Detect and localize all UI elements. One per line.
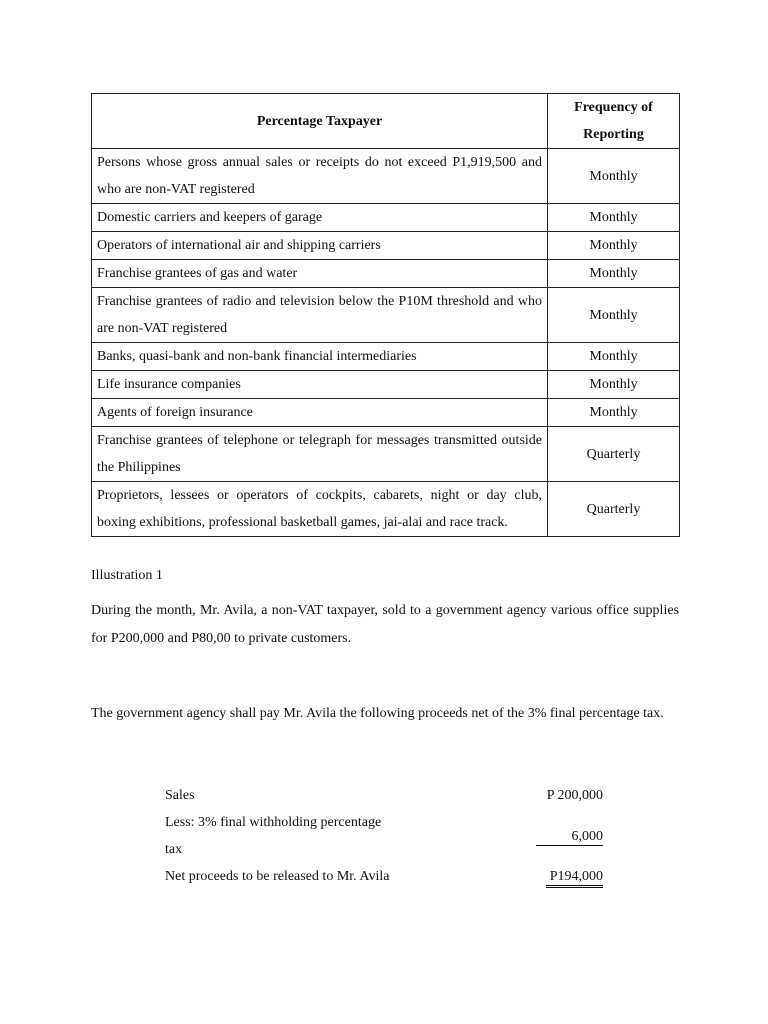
frequency-cell: Monthly — [548, 343, 680, 371]
net-row — [165, 869, 605, 891]
taxpayer-cell: Domestic carriers and keepers of garage — [92, 204, 548, 232]
table-row — [92, 204, 680, 232]
frequency-cell: Quarterly — [548, 427, 680, 482]
taxpayer-cell: Life insurance companies — [92, 371, 548, 399]
header-frequency — [548, 94, 680, 149]
table-row — [92, 399, 680, 427]
less-label-line1: Less: 3% final withholding percentage — [165, 815, 382, 830]
sales-amount: P 200,000 — [546, 788, 603, 803]
illustration-paragraph-2: The government agency shall pay Mr. Avila the following proceeds net of the 3% final percentage tax. — [91, 706, 664, 721]
table-row — [92, 427, 680, 482]
frequency-cell: Monthly — [548, 204, 680, 232]
frequency-cell: Monthly — [548, 371, 680, 399]
header-frequency-line1: Frequency of — [574, 100, 653, 115]
header-percentage-taxpayer: Percentage Taxpayer — [92, 94, 548, 149]
table-row — [92, 149, 680, 204]
taxpayer-cell: Franchise grantees of radio and television below the P10M threshold and who are non-VAT registered — [92, 288, 548, 343]
frequency-cell: Monthly — [548, 399, 680, 427]
taxpayer-cell: Franchise grantees of gas and water — [92, 260, 548, 288]
illustration-heading: Illustration 1 — [91, 568, 163, 583]
table-row — [92, 343, 680, 371]
less-row — [165, 815, 605, 865]
sales-row — [165, 788, 605, 808]
frequency-cell: Monthly — [548, 149, 680, 204]
table-row — [92, 232, 680, 260]
table-row — [92, 482, 680, 537]
frequency-cell: Monthly — [548, 232, 680, 260]
illustration-paragraph-1: During the month, Mr. Avila, a non-VAT taxpayer, sold to a government agency various office supplies for P200,000 and P80,00 to private customers. — [91, 603, 679, 646]
table-body — [92, 149, 680, 537]
frequency-cell: Monthly — [548, 288, 680, 343]
taxpayer-cell: Agents of foreign insurance — [92, 399, 548, 427]
table-header-row — [92, 94, 680, 149]
taxpayer-cell: Persons whose gross annual sales or receipts do not exceed P1,919,500 and who are non-VAT registered — [92, 149, 548, 204]
header-frequency-line2: Reporting — [583, 127, 644, 142]
taxpayer-cell: Banks, quasi-bank and non-bank financial intermediaries — [92, 343, 548, 371]
net-label: Net proceeds to be released to Mr. Avila — [165, 869, 390, 884]
taxpayer-cell: Operators of international air and shipping carriers — [92, 232, 548, 260]
sales-label: Sales — [165, 788, 195, 803]
taxpayer-cell: Proprietors, lessees or operators of cockpits, cabarets, night or day club, boxing exhibitions, professional basketball games, jai-alai and race track. — [92, 482, 548, 537]
percentage-tax-table — [91, 93, 680, 537]
taxpayer-cell: Franchise grantees of telephone or telegraph for messages transmitted outside the Philippines — [92, 427, 548, 482]
frequency-cell: Monthly — [548, 260, 680, 288]
net-amount: P194,000 — [546, 869, 603, 888]
table-row — [92, 371, 680, 399]
table-row — [92, 260, 680, 288]
less-amount: 6,000 — [536, 829, 604, 846]
frequency-cell: Quarterly — [548, 482, 680, 537]
less-label-line2: tax — [165, 842, 183, 857]
table-row — [92, 288, 680, 343]
